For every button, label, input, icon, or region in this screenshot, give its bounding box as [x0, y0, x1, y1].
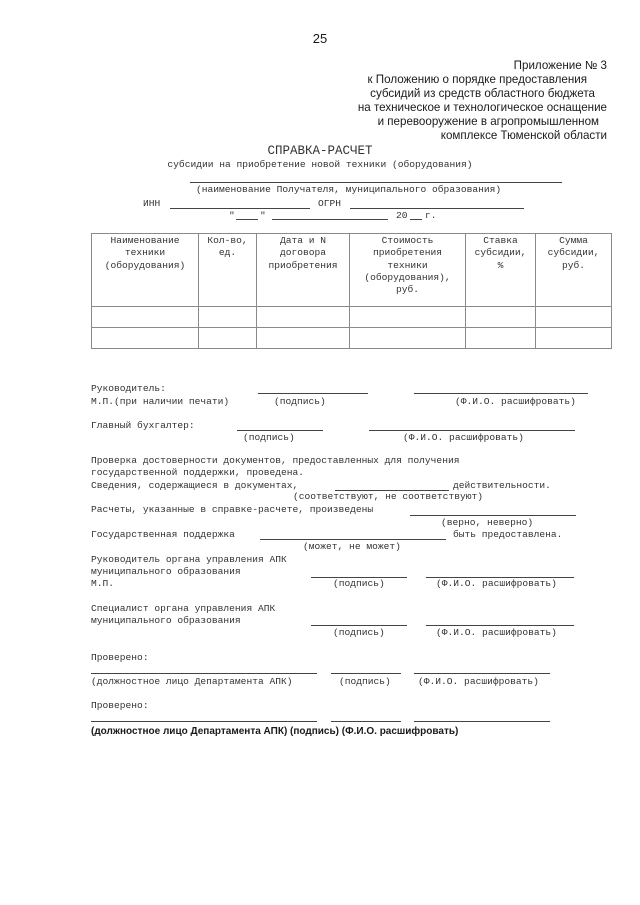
table-cell[interactable]	[466, 328, 536, 349]
agency-head-label-line2: муниципального образования	[91, 566, 241, 577]
specialist-label-line1: Специалист органа управления АПК	[91, 603, 276, 614]
ogrn-label: ОГРН	[318, 198, 342, 209]
date-year-suffix: г.	[425, 210, 437, 221]
appendix-line: к Положению о порядке предоставления	[367, 73, 587, 86]
table-cell[interactable]	[92, 307, 199, 328]
table-cell[interactable]	[466, 307, 536, 328]
col-header-quantity: Кол-во, ед.	[199, 234, 257, 307]
verification-text-line2: государственной поддержки, проведена.	[91, 467, 305, 478]
date-day-field[interactable]	[236, 219, 258, 220]
head-signature-line[interactable]	[258, 393, 368, 394]
head-label: Руководитель:	[91, 383, 166, 394]
date-quote-open: "	[229, 210, 235, 221]
verification-text-line1: Проверка достоверности документов, предоставленных для получения	[91, 455, 460, 466]
table-cell[interactable]	[199, 328, 257, 349]
table-cell[interactable]	[350, 328, 466, 349]
appendix-line: комплексе Тюменской области	[440, 129, 607, 142]
accountant-signature-line[interactable]	[237, 430, 323, 431]
ogrn-field[interactable]	[350, 208, 524, 209]
checked-label: Проверено:	[91, 652, 149, 663]
col-header-rate: Ставка субсидии, %	[466, 234, 536, 307]
recipient-caption: (наименование Получателя, муниципального образования)	[196, 184, 502, 195]
document-title: СПРАВКА-РАСЧЕТ	[267, 144, 373, 158]
table-row	[92, 328, 612, 349]
checked-fio-caption: (Ф.И.О. расшифровать)	[418, 676, 539, 687]
agency-head-signature-caption: (подпись)	[333, 578, 385, 589]
col-header-amount: Сумма субсидии, руб.	[536, 234, 612, 307]
recipient-line[interactable]	[190, 182, 562, 183]
info-prefix: Сведения, содержащиеся в документах,	[91, 480, 299, 491]
checked-captions-2: (должностное лицо Департамента АПК) (подпись) (Ф.И.О. расшифровать)	[91, 726, 459, 737]
info-suffix: действительности.	[453, 480, 551, 491]
subsidy-table	[91, 233, 612, 349]
specialist-fio-caption: (Ф.И.О. расшифровать)	[436, 627, 557, 638]
appendix-header	[358, 59, 607, 143]
head-fio-caption: (Ф.И.О. расшифровать)	[455, 396, 576, 407]
info-caption: (соответствуют, не соответствуют)	[293, 491, 483, 502]
col-header-contract: Дата и N договора приобретения	[257, 234, 350, 307]
checked-signature-line[interactable]	[331, 673, 401, 674]
appendix-line: Приложение № 3	[513, 59, 607, 72]
specialist-fio-line[interactable]	[426, 625, 574, 626]
accountant-signature-caption: (подпись)	[243, 432, 295, 443]
specialist-signature-line[interactable]	[311, 625, 407, 626]
accountant-fio-caption: (Ф.И.О. расшифровать)	[403, 432, 524, 443]
table-cell[interactable]	[257, 307, 350, 328]
inn-label: ИНН	[143, 198, 161, 209]
support-suffix: быть предоставлена.	[453, 529, 563, 540]
table-cell[interactable]	[536, 307, 612, 328]
table-cell[interactable]	[257, 328, 350, 349]
checked-fio-line-2[interactable]	[414, 721, 550, 722]
date-month-field[interactable]	[272, 219, 388, 220]
appendix-line: субсидий из средств областного бюджета	[370, 87, 595, 100]
support-caption: (может, не может)	[303, 541, 401, 552]
checked-official-line-2[interactable]	[91, 721, 317, 722]
checked-fio-line[interactable]	[414, 673, 550, 674]
support-label: Государственная поддержка	[91, 529, 235, 540]
specialist-label-line2: муниципального образования	[91, 615, 241, 626]
appendix-line: на техническое и технологическое оснащение	[357, 101, 607, 114]
inn-field[interactable]	[170, 208, 310, 209]
calc-caption: (верно, неверно)	[441, 517, 534, 528]
table-header-row	[92, 234, 612, 307]
date-quote-close: "	[260, 210, 266, 221]
accountant-label: Главный бухгалтер:	[91, 420, 195, 431]
table-cell[interactable]	[536, 328, 612, 349]
calc-correctness-field[interactable]	[410, 515, 576, 516]
support-decision-field[interactable]	[260, 539, 446, 540]
table-cell[interactable]	[350, 307, 466, 328]
accountant-fio-line[interactable]	[369, 430, 575, 431]
table-row	[92, 307, 612, 328]
head-fio-line[interactable]	[414, 393, 588, 394]
table-cell[interactable]	[199, 307, 257, 328]
checked-official-caption: (должностное лицо Департамента АПК)	[91, 676, 293, 687]
agency-head-label-line1: Руководитель органа управления АПК	[91, 554, 287, 565]
agency-stamp-label: М.П.	[91, 578, 115, 589]
head-signature-caption: (подпись)	[274, 396, 326, 407]
stamp-label: М.П.(при наличии печати)	[91, 396, 230, 407]
checked-signature-line-2[interactable]	[331, 721, 401, 722]
date-year-prefix: 20	[396, 210, 408, 221]
col-header-cost: Стоимость приобретения техники (оборудования), руб.	[350, 234, 466, 307]
appendix-line: и перевооружение в агропромышленном	[377, 115, 599, 128]
page-number: 25	[312, 31, 328, 46]
specialist-signature-caption: (подпись)	[333, 627, 385, 638]
agency-head-fio-caption: (Ф.И.О. расшифровать)	[436, 578, 557, 589]
table-cell[interactable]	[92, 328, 199, 349]
checked-official-line[interactable]	[91, 673, 317, 674]
col-header-equipment: Наименование техники (оборудования)	[92, 234, 199, 307]
calc-label: Расчеты, указанные в справке-расчете, произведены	[91, 504, 374, 515]
checked-signature-caption: (подпись)	[339, 676, 391, 687]
document-subtitle: субсидии на приобретение новой техники (оборудования)	[167, 159, 473, 170]
date-year-field[interactable]	[410, 219, 422, 220]
checked-label-2: Проверено:	[91, 700, 149, 711]
